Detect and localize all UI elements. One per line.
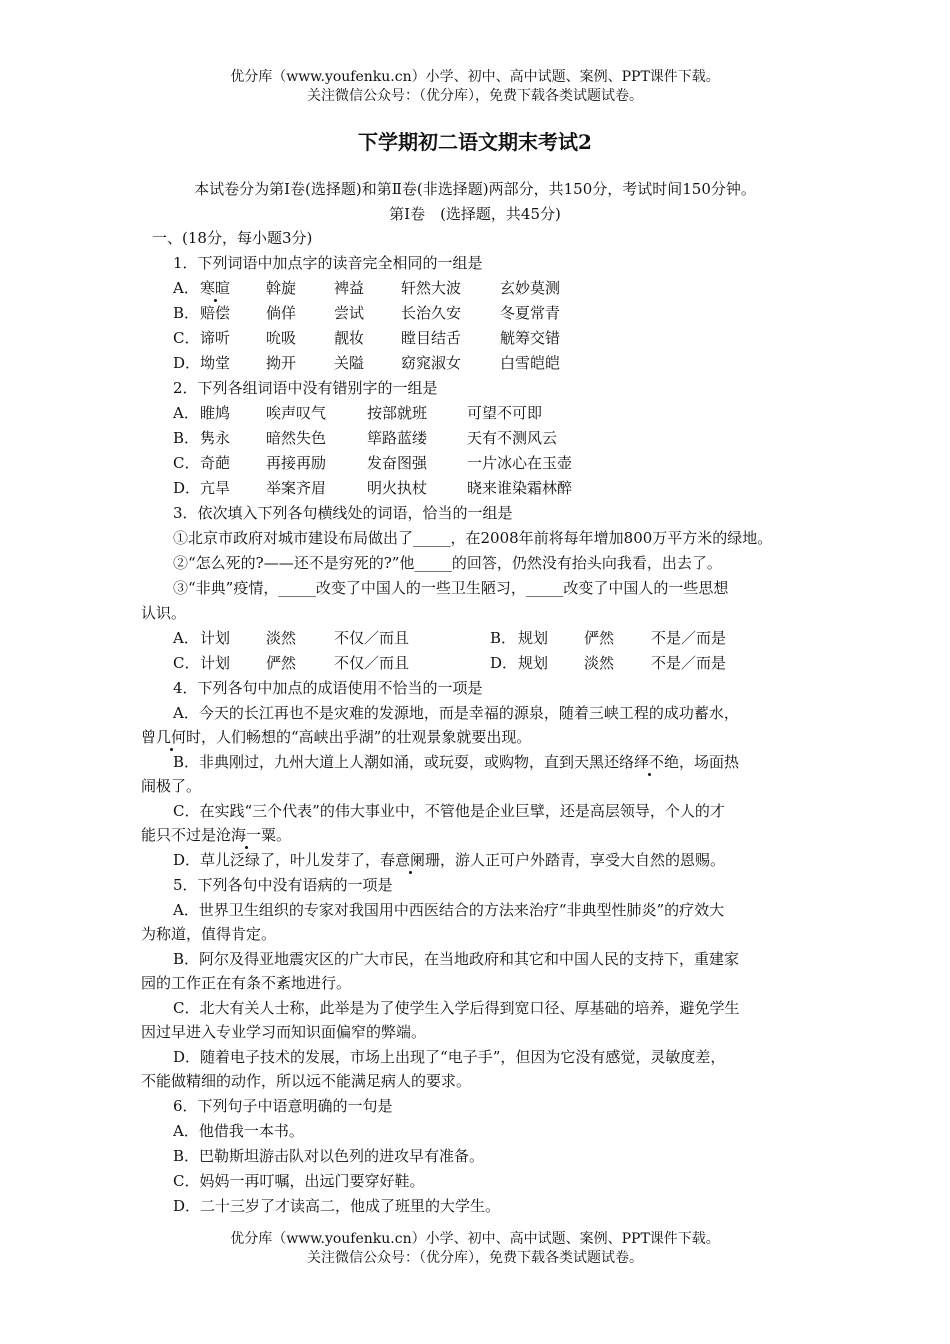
- q3-d-word-1: 规划: [518, 654, 549, 672]
- q1-b-word-3: 尝试: [334, 304, 365, 322]
- q4-option-c-line-1: C．在实践“三个代表”的伟大事业中，不管他是企业巨擘，还是高层领导，个人的才: [173, 802, 725, 820]
- exam-intro: 本试卷分为第Ⅰ卷(选择题)和第Ⅱ卷(非选择题)两部分，共150分，考试时间150分钟。: [194, 180, 756, 198]
- q3-sentence-2: ②“怎么死的?——还不是穷死的?”他_____的回答，仍然没有抬头向我看，出去了。: [173, 554, 722, 572]
- option-label: A．: [173, 404, 199, 422]
- q4-a-rest: ，人们畅想的“高峡出乎湖”的壮观景象就要出现。: [201, 728, 532, 746]
- q4-stem: 4．下列各句中加点的成语使用不恰当的一项是: [173, 679, 483, 697]
- q2-a-word-4: 可望不可即: [467, 404, 543, 422]
- q4-c-text: 能只不过是: [141, 826, 217, 844]
- q1-a-word-1: 寒暄: [200, 279, 231, 297]
- q6-option-b: B．巴勒斯坦游击队对以色列的进攻早有准备。: [173, 1147, 485, 1165]
- q3-c-word-2: 俨然: [266, 654, 297, 672]
- q6-stem: 6．下列句子中语意明确的一句是: [173, 1097, 393, 1115]
- q5-option-d-line-1: D．随着电子技术的发展，市场上出现了“电子手”，但因为它没有感觉，灵敏度差，: [173, 1048, 726, 1066]
- q2-d-word-3: 明火执杖: [367, 479, 428, 497]
- q5-option-c-line-1: C．北大有关人士称，此举是为了使学生入学后得到宽口径、厚基础的培养，避免学生: [173, 999, 740, 1017]
- q3-d-word-3: 不是／而是: [651, 654, 727, 672]
- q1-b-word-5: 冬夏常青: [500, 304, 561, 322]
- q4-option-c-line-2: [141, 825, 291, 845]
- q2-b-word-4: 天有不测风云: [467, 429, 558, 447]
- q5-stem: 5．下列各句中没有语病的一项是: [173, 876, 393, 894]
- q3-a-word-3: 不仅／而且: [334, 629, 410, 647]
- option-label: D．: [490, 654, 518, 672]
- q1-c-word-2: 吮吸: [266, 329, 297, 347]
- q3-sentence-3: ③“非典”疫情，_____改变了中国人的一些卫生陋习，_____改变了中国人的一些思想: [173, 579, 729, 597]
- q2-a-word-1: 睢鸠: [200, 404, 231, 422]
- q2-b-word-3: 筚路蓝缕: [367, 429, 428, 447]
- q4-option-b-line-1: [173, 752, 739, 772]
- q5-option-b-line-1: B．阿尔及得亚地震灾区的广大市民，在当地政府和其它和中国人民的支持下，重建家: [173, 950, 740, 968]
- q1-d-word-1: 坳堂: [200, 354, 231, 372]
- q1-a-word-2: 斡旋: [266, 279, 297, 297]
- option-label: C．: [173, 329, 200, 347]
- header-line-2: 关注微信公众号：（优分库），免费下载各类试题试卷。: [307, 88, 643, 104]
- q3-sentence-3-cont: 认识。: [141, 604, 187, 622]
- option-label: D．: [173, 479, 201, 497]
- q5-option-d-line-2: 不能做精细的动作，所以远不能满足病人的要求。: [141, 1072, 472, 1090]
- q2-stem: 2．下列各组词语中没有错别字的一组是: [173, 379, 438, 397]
- q2-b-word-2: 暗然失色: [266, 429, 327, 447]
- q4-d-rest: ，游人正可户外踏青，享受大自然的恩赐。: [440, 851, 726, 869]
- page-title: 下学期初二语文期末考试2: [358, 130, 592, 154]
- q1-a-word-4: 轩然大波: [401, 279, 462, 297]
- q3-a-word-1: 计划: [200, 629, 231, 647]
- q2-d-word-1: 亢旱: [200, 479, 231, 497]
- option-label: B．: [173, 304, 200, 322]
- q2-a-word-3: 按部就班: [367, 404, 428, 422]
- q3-c-word-1: 计划: [200, 654, 231, 672]
- q4-option-b-line-2: 闹极了。: [141, 777, 202, 795]
- q2-c-word-2: 再接再励: [266, 454, 327, 472]
- q1-b-word-4: 长治久安: [401, 304, 462, 322]
- q3-b-word-2: 俨然: [584, 629, 615, 647]
- q6-option-a: A．他借我一本书。: [173, 1122, 304, 1140]
- q2-a-word-2: 唉声叹气: [266, 404, 327, 422]
- q1-c-word-3: 靓妆: [334, 329, 365, 347]
- q1-d-word-4: 窈窕淑女: [401, 354, 462, 372]
- q5-option-a-line-2: 为称道，值得肯定。: [141, 925, 277, 943]
- q4-d-text: D．草儿泛绿了，叶儿发芽了，: [173, 851, 381, 869]
- q5-option-b-line-2: 园的工作正在有条不紊地进行。: [141, 974, 352, 992]
- q4-c-rest: 。: [276, 826, 292, 844]
- q1-c-word-4: 瞠目结舌: [401, 329, 462, 347]
- q1-c-word-5: 觥筹交错: [500, 329, 561, 347]
- q4-b-rest: ，场面热: [679, 753, 740, 771]
- q5-option-a-line-1: A．世界卫生组织的专家对我国用中西医结合的方法来治疗“非典型性肺炎”的疗效大: [173, 901, 725, 919]
- section-1-heading: 一、(18分，每小题3分): [152, 229, 313, 247]
- footer-line-2: 关注微信公众号：（优分库），免费下载各类试题试卷。: [307, 1250, 643, 1266]
- q4-a-idiom: 曾几何时: [141, 728, 202, 746]
- q3-d-word-2: 淡然: [584, 654, 615, 672]
- q3-a-word-2: 淡然: [266, 629, 297, 647]
- q3-sentence-1: ①北京市政府对城市建设布局做出了_____，在2008年前将每年增加800万平方米的绿地。: [173, 529, 773, 547]
- q4-option-a-line-1: A．今天的长江再也不是灾难的发源地，而是幸福的源泉，随着三峡工程的成功蓄水，: [173, 704, 739, 722]
- q3-b-word-3: 不是／而是: [651, 629, 727, 647]
- option-label: A．: [173, 629, 199, 647]
- q4-b-idiom: 络绎不绝: [619, 753, 680, 771]
- q4-c-idiom: 沧海一粟: [216, 826, 277, 844]
- q4-b-text: B．非典刚过，九州大道上人潮如涌，或玩耍，或购物，直到天黑还: [173, 753, 620, 771]
- q1-d-word-2: 拗开: [266, 354, 297, 372]
- q2-c-word-4: 一片冰心在玉壶: [467, 454, 573, 472]
- q1-c-word-1: 谛听: [200, 329, 231, 347]
- option-label: B．: [173, 429, 200, 447]
- option-label: D．: [173, 354, 201, 372]
- q2-d-word-4: 晓来谁染霜林醉: [467, 479, 573, 497]
- q2-d-word-2: 举案齐眉: [266, 479, 327, 497]
- option-label: B．: [490, 629, 517, 647]
- q1-a-word-3: 裨益: [334, 279, 365, 297]
- q1-d-word-5: 白雪皑皑: [500, 354, 561, 372]
- footer-line-1: 优分库（www.youfenku.cn）小学、初中、高中试题、案例、PPT课件下载。: [230, 1231, 720, 1247]
- q4-option-d: [173, 850, 725, 870]
- q4-d-idiom: 春意阑珊: [380, 851, 441, 869]
- q5-option-c-line-2: 因过早进入专业学习而知识面偏窄的弊端。: [141, 1023, 427, 1041]
- q1-b-word-2: 倘佯: [266, 304, 297, 322]
- q6-option-c: C．妈妈一再叮嘱，出远门要穿好鞋。: [173, 1172, 425, 1190]
- q3-stem: 3．依次填入下列各句横线处的词语，恰当的一组是: [173, 504, 513, 522]
- q3-b-word-1: 规划: [518, 629, 549, 647]
- q2-c-word-1: 奇葩: [200, 454, 231, 472]
- part-1-heading: 第Ⅰ卷 (选择题，共45分): [389, 205, 561, 223]
- q6-option-d: D．二十三岁了才读高二，他成了班里的大学生。: [173, 1197, 501, 1215]
- q1-a-word-5: 玄妙莫测: [500, 279, 561, 297]
- option-label: C．: [173, 454, 200, 472]
- q2-c-word-3: 发奋图强: [367, 454, 428, 472]
- q1-b-word-1: 赔偿: [200, 304, 231, 322]
- option-label: A．: [173, 279, 199, 297]
- q2-b-word-1: 隽永: [200, 429, 231, 447]
- header-line-1: 优分库（www.youfenku.cn）小学、初中、高中试题、案例、PPT课件下载。: [230, 69, 720, 85]
- q3-c-word-3: 不仅／而且: [334, 654, 410, 672]
- option-label: C．: [173, 654, 200, 672]
- q1-stem: 1．下列词语中加点字的读音完全相同的一组是: [173, 254, 483, 272]
- q4-option-a-line-2: [141, 727, 531, 747]
- q1-d-word-3: 关隘: [334, 354, 365, 372]
